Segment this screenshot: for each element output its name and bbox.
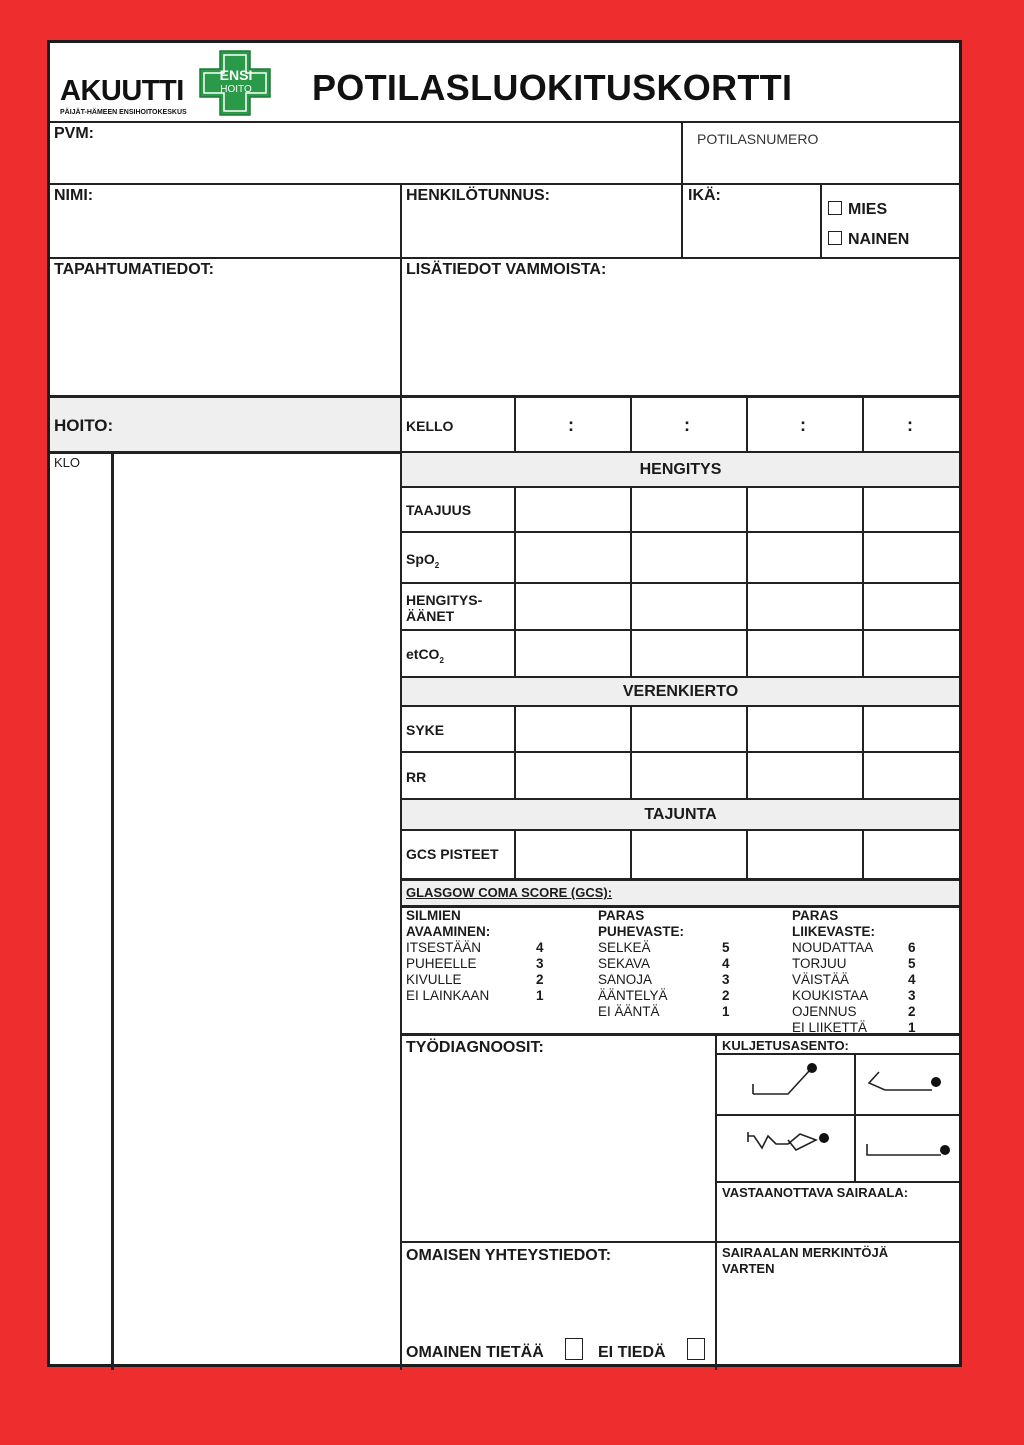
- omainen-tietaa-label: OMAINEN TIETÄÄ: [406, 1344, 544, 1361]
- logo: [58, 49, 273, 121]
- henkilotunnus-label: HENKILÖTUNNUS:: [406, 187, 550, 204]
- position-legs-raised-icon[interactable]: [857, 1056, 957, 1112]
- position-semi-sitting-icon[interactable]: [718, 1056, 852, 1112]
- logo-subtitle: PÄIJÄT-HÄMEEN ENSIHOITOKESKUS: [60, 109, 187, 116]
- vastaanottava-label: VASTAANOTTAVA SAIRAALA:: [722, 1185, 909, 1200]
- patient-card: [47, 40, 962, 1367]
- gcs-col-motor-items: NOUDATTAA 6 TORJUU 5 VÄISTÄÄ 4 KOUKISTAA 3 OJENNUS 2 EI LIIKETTÄ 1: [792, 940, 916, 1035]
- potilasnumero-field[interactable]: [683, 123, 957, 181]
- klo-column[interactable]: [52, 471, 110, 1366]
- sairaalan-label: SAIRAALAN MERKINTÖJÄ VARTEN: [722, 1245, 889, 1276]
- ei-tieda-label: EI TIEDÄ: [598, 1344, 666, 1361]
- row-syke: SYKE: [406, 722, 445, 738]
- omaisen-field[interactable]: [402, 1269, 713, 1329]
- tapahtumatiedot-label: TAPAHTUMATIEDOT:: [54, 261, 214, 278]
- row-etco2: etCO$_2$: [406, 646, 444, 665]
- time-1[interactable]: :: [568, 415, 574, 435]
- ika-field[interactable]: [683, 185, 819, 255]
- section-hengitys: HENGITYS: [639, 461, 722, 478]
- nimi-field[interactable]: [52, 185, 398, 255]
- henkilotunnus-field[interactable]: [402, 185, 680, 255]
- row-gcs-pisteet: GCS PISTEET: [406, 846, 499, 862]
- gcs-col-verbal-items: SELKEÄ 5 SEKAVA 4 SANOJA 3 ÄÄNTELYÄ 2 EI ÄÄNTÄ 1: [598, 940, 730, 1019]
- cross-text-ensi: ENSI: [219, 67, 253, 83]
- gcs-col-verbal: PARAS PUHEVASTE:: [598, 908, 685, 939]
- ensihoito-cross-icon: [198, 49, 273, 117]
- page-title: POTILASLUOKITUSKORTTI: [312, 67, 793, 108]
- potilasnumero-label: POTILASNUMERO: [697, 131, 819, 147]
- row-rr: RR: [406, 769, 427, 785]
- sairaalan-field[interactable]: [717, 1283, 957, 1363]
- time-4[interactable]: :: [907, 415, 913, 435]
- nainen-checkbox[interactable]: [828, 231, 842, 245]
- cross-text-hoito: HOITO: [220, 84, 252, 95]
- gcs-col-eyes-items: ITSESTÄÄN 4 PUHEELLE 3 KIVULLE 2 EI LAINKAAN 1: [406, 940, 544, 1003]
- lisatiedot-field[interactable]: [402, 259, 957, 393]
- mies-checkbox[interactable]: [828, 201, 842, 215]
- kuljetusasento-label: KULJETUSASENTO:: [722, 1038, 849, 1053]
- gcs-col-motor: PARAS LIIKEVASTE:: [792, 908, 876, 939]
- hoito-label: HOITO:: [54, 416, 114, 435]
- position-supine-icon[interactable]: [857, 1118, 957, 1178]
- logo-name: AKUUTTI: [60, 75, 184, 107]
- row-spo2: SpO$_2$: [406, 551, 440, 570]
- section-tajunta: TAJUNTA: [644, 806, 717, 823]
- time-3[interactable]: :: [800, 415, 806, 435]
- tyodiagnoosit-label: TYÖDIAGNOOSIT:: [406, 1039, 544, 1056]
- position-recovery-icon[interactable]: [718, 1118, 852, 1178]
- pvm-label: PVM:: [54, 125, 94, 142]
- ei-tieda-checkbox[interactable]: [687, 1338, 705, 1360]
- row-hengitysaanet: HENGITYS- ÄÄNET: [406, 592, 483, 624]
- row-taajuus: TAAJUUS: [406, 502, 472, 518]
- vastaanottava-field[interactable]: [717, 1201, 957, 1241]
- klo-label: KLO: [54, 455, 81, 470]
- kello-label: KELLO: [406, 418, 454, 434]
- mies-label: MIES: [848, 201, 888, 218]
- nainen-label: NAINEN: [848, 231, 910, 248]
- gcs-col-eyes: SILMIEN AVAAMINEN:: [406, 908, 491, 939]
- section-verenkierto: VERENKIERTO: [622, 683, 739, 700]
- omaisen-label: OMAISEN YHTEYSTIEDOT:: [406, 1247, 612, 1264]
- tapahtumatiedot-field[interactable]: [52, 259, 398, 393]
- time-2[interactable]: :: [684, 415, 690, 435]
- nimi-label: NIMI:: [54, 187, 94, 204]
- pvm-field[interactable]: [52, 123, 680, 181]
- tyodiagnoosit-field[interactable]: [402, 1061, 713, 1241]
- gcs-title: GLASGOW COMA SCORE (GCS):: [406, 885, 613, 900]
- omainen-tietaa-checkbox[interactable]: [565, 1338, 583, 1360]
- hoito-notes[interactable]: [115, 455, 398, 1366]
- ika-label: IKÄ:: [688, 187, 721, 204]
- lisatiedot-label: LISÄTIEDOT VAMMOISTA:: [406, 261, 607, 278]
